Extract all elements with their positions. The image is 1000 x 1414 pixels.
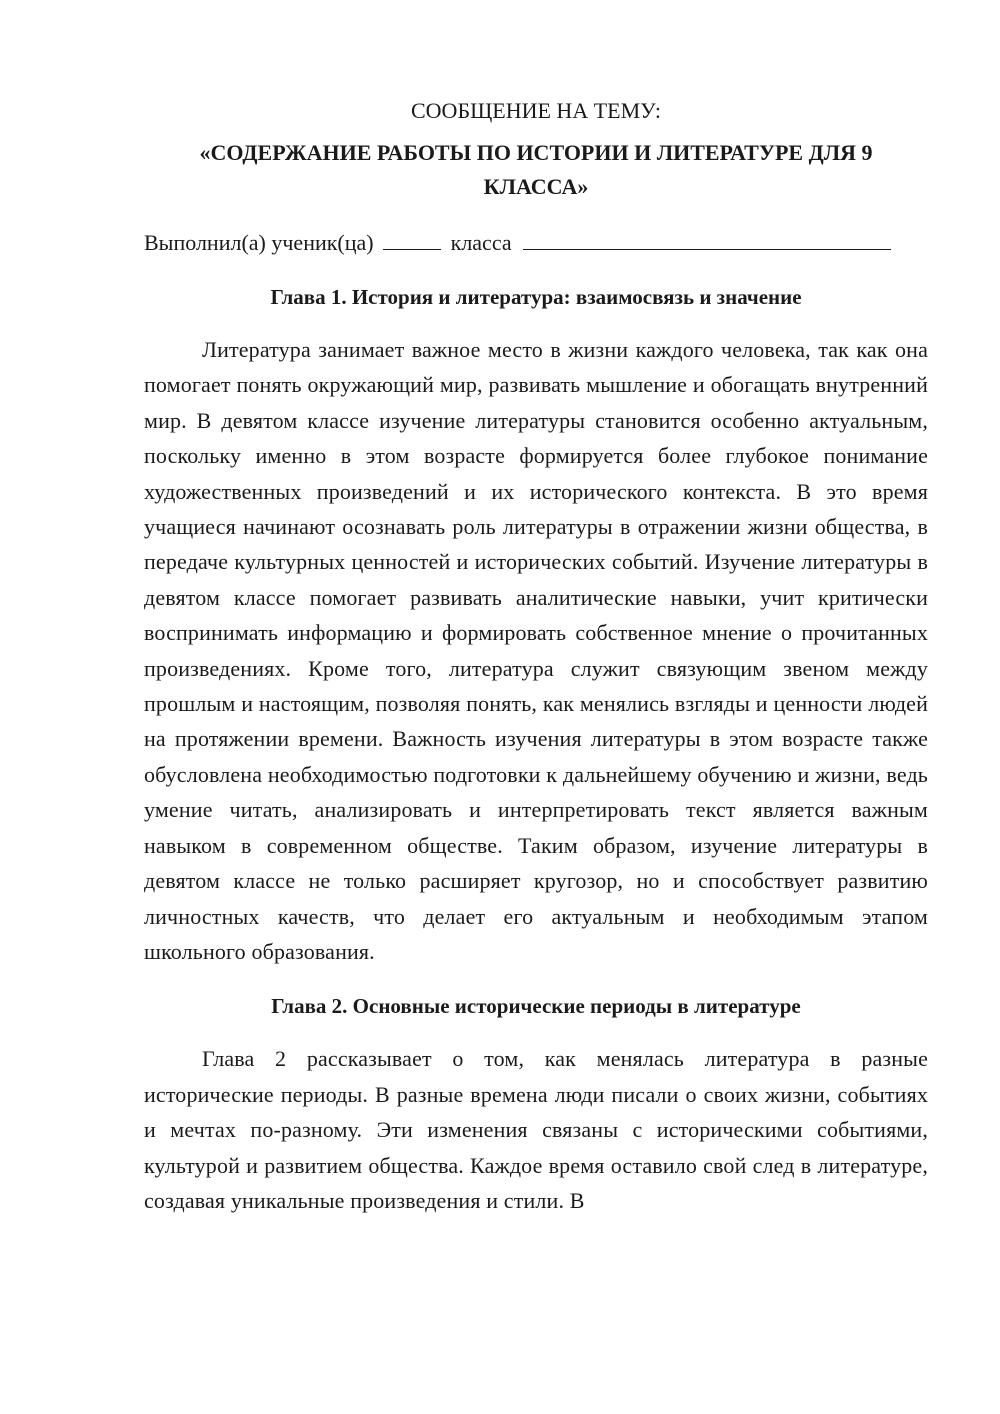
chapter-2-title: Глава 2. Основные исторические периоды в литературе	[271, 994, 801, 1019]
chapter-1-paragraph: Литература занимает важное место в жизни каждого человека, так как она помогает понять окружающий мир, развивать мышление и обогащать внутренний мир. В девятом классе изучение литературы становится особенно актуальным, поскольку именно в этом возрасте формируется более глубокое понимание художественных произведений и их исторического контекста. В это время учащиеся начинают осознавать роль литературы в отражении жизни общества, в передаче культурных ценностей и исторических событий. Изучение литературы в девятом классе помогает развивать аналитические навыки, учит критически воспринимать информацию и формировать собственное мнение о прочитанных произведениях. Кроме того, литература служит связующим звеном между прошлым и настоящим, позволяя понять, как менялись взгляды и ценности людей на протяжении времени. Важность изучения литературы в этом возрасте также обусловлена необходимостью подготовки к дальнейшему обучению и жизни, ведь умение читать, анализировать и интерпретировать текст является важным навыком в современном обществе. Таким образом, изучение литературы в девятом классе не только расширяет кругозор, но и способствует развитию личностных качеств, что делает его актуальным и необходимым этапом школьного образования.	[144, 337, 928, 964]
author-label: Выполнил(а) ученик(ца)	[144, 230, 374, 255]
document-title-line-1: «СОДЕРЖАНИЕ РАБОТЫ ПО ИСТОРИИ И ЛИТЕРАТУРЕ ДЛЯ 9	[199, 140, 873, 165]
author-line	[144, 228, 928, 258]
chapter-1-title: Глава 1. История и литература: взаимосвязь и значение	[270, 285, 802, 309]
class-number-blank	[383, 229, 441, 250]
document-page	[144, 96, 928, 1218]
student-name-blank	[523, 229, 891, 250]
class-label: класса	[450, 230, 512, 255]
chapter-2-paragraph: Глава 2 рассказывает о том, как менялась литература в разные исторические периоды. В разные времена люди писали о своих жизни, событиях и мечтах по-разному. Эти изменения связаны с историческими событиями, культурой и развитием общества. Каждое время оставило свой след в литературе, создавая уникальные произведения и стили. В	[144, 1046, 928, 1213]
document-type-heading: СООБЩЕНИЕ НА ТЕМУ:	[411, 98, 661, 123]
document-title-line-2: КЛАССА»	[483, 174, 589, 199]
